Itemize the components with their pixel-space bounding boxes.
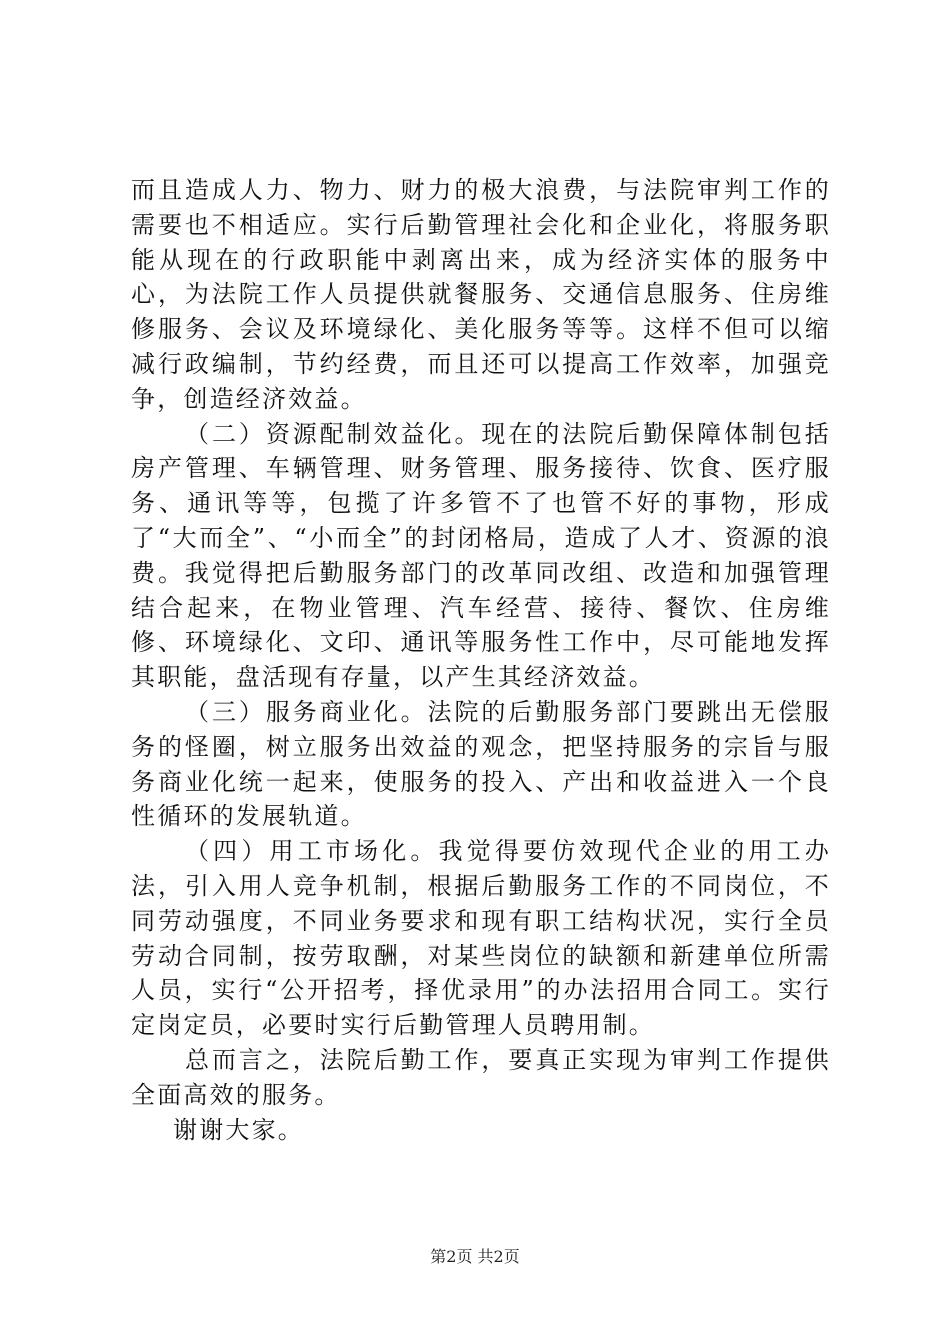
paragraph-thanks: 谢谢大家。 <box>173 1115 304 1144</box>
paragraph-employment-marketization: （四）用工市场化。我觉得要仿效现代企业的用工办法，引入用人竞争机制，根据后勤服务工作的不同岗位，不同劳动强度，不同业务要求和现有职工结构状况，实行全员劳动合同制，按劳取酬，对某些岗位的缺额和新建单位所需人员，实行“公开招考，择优录用”的办法招用合同工。实行定岗定员，必要时实行后勤管理人员聘用制。 <box>131 837 831 1040</box>
page-number-footer: 第2页 共2页 <box>430 1247 520 1266</box>
paragraph-continuation: 而且造成人力、物力、财力的极大浪费，与法院审判工作的需要也不相适应。实行后勤管理社会化和企业化，将服务职能从现在的行政职能中剥离出来，成为经济实体的服务中心，为法院工作人员提供就餐服务、交通信息服务、住房维修服务、会议及环境绿化、美化服务等等。这样不但可以缩减行政编制，节约经费，而且还可以提高工作效率，加强竞争，创造经济效益。 <box>131 176 831 413</box>
paragraph-service-commercialization: （三）服务商业化。法院的后勤服务部门要跳出无偿服务的怪圈，树立服务出效益的观念，把坚持服务的宗旨与服务商业化统一起来，使服务的投入、产出和收益进入一个良性循环的发展轨道。 <box>131 697 831 831</box>
paragraph-conclusion: 总而言之，法院后勤工作，要真正实现为审判工作提供全面高效的服务。 <box>131 1045 831 1109</box>
document-body <box>131 173 831 1147</box>
paragraph-resource-allocation: （二）资源配制效益化。现在的法院后勤保障体制包括房产管理、车辆管理、财务管理、服务接待、饮食、医疗服务、通讯等等，包揽了许多管不了也管不好的事物，形成了“大而全”、“小而全”的封闭格局，造成了人才、资源的浪费。我觉得把后勤服务部门的改革同改组、改造和加强管理结合起来，在物业管理、汽车经营、接待、餐饮、住房维修、环境绿化、文印、通讯等服务性工作中，尽可能地发挥其职能，盘活现有存量，以产生其经济效益。 <box>131 419 831 692</box>
